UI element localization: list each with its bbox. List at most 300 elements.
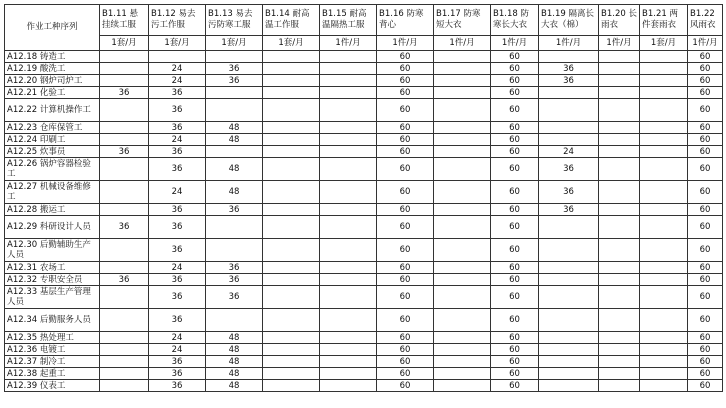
table-cell (100, 204, 149, 216)
table-cell (100, 239, 149, 262)
table-cell (599, 309, 640, 332)
table-cell (320, 274, 377, 286)
table-cell (263, 216, 320, 239)
table-cell: 60 (688, 262, 723, 274)
table-cell (640, 262, 688, 274)
table-cell: 24 (149, 181, 206, 204)
table-cell (263, 99, 320, 122)
table-cell: 60 (377, 332, 434, 344)
table-cell (640, 51, 688, 63)
table-cell (640, 99, 688, 122)
table-cell: 60 (688, 239, 723, 262)
table-cell (539, 216, 599, 239)
table-cell: 60 (491, 262, 539, 274)
table-cell (434, 134, 491, 146)
table-cell (434, 181, 491, 204)
table-cell: 24 (539, 146, 599, 158)
column-header-row (5, 5, 723, 36)
job-label: A12.23 仓库保管工 (5, 122, 100, 134)
table-cell: 60 (377, 51, 434, 63)
table-cell: 60 (377, 122, 434, 134)
table-cell (100, 262, 149, 274)
column-header: B1.12 易去污工作服 (149, 5, 206, 36)
table-cell (434, 204, 491, 216)
table-cell (599, 262, 640, 274)
table-cell (263, 122, 320, 134)
table-cell (100, 51, 149, 63)
table-cell: 60 (688, 309, 723, 332)
job-label: A12.29 科研设计人员 (5, 216, 100, 239)
table-cell: 60 (491, 99, 539, 122)
table-cell (100, 122, 149, 134)
table-cell: 60 (491, 158, 539, 181)
table-cell (599, 380, 640, 392)
table-cell (263, 380, 320, 392)
table-cell: 60 (491, 274, 539, 286)
table-cell (320, 344, 377, 356)
table-cell: 36 (149, 368, 206, 380)
table-cell: 36 (149, 380, 206, 392)
table-cell: 60 (491, 204, 539, 216)
column-unit: 1件/月 (320, 36, 377, 51)
column-header: B1.18 防寒长大衣 (491, 5, 539, 36)
job-label: A12.20 钢炉司炉工 (5, 75, 100, 87)
table-cell (320, 134, 377, 146)
table-cell (434, 146, 491, 158)
table-cell (640, 122, 688, 134)
table-cell: 36 (206, 63, 263, 75)
table-row (5, 380, 723, 392)
table-cell: 36 (149, 158, 206, 181)
table-cell: 60 (688, 274, 723, 286)
table-cell: 24 (149, 344, 206, 356)
table-cell (100, 332, 149, 344)
table-cell (320, 216, 377, 239)
table-row (5, 181, 723, 204)
table-cell: 48 (206, 332, 263, 344)
table-cell (263, 87, 320, 99)
table-cell (640, 286, 688, 309)
job-label: A12.39 仪表工 (5, 380, 100, 392)
table-cell (320, 368, 377, 380)
table-row (5, 239, 723, 262)
table-cell (640, 216, 688, 239)
column-unit: 1套/月 (100, 36, 149, 51)
job-label: A12.28 搬运工 (5, 204, 100, 216)
table-cell (263, 274, 320, 286)
table-cell: 60 (688, 87, 723, 99)
table-cell: 60 (688, 99, 723, 122)
column-unit: 1件/月 (377, 36, 434, 51)
table-cell: 60 (688, 204, 723, 216)
table-cell: 60 (377, 380, 434, 392)
table-cell (263, 204, 320, 216)
table-cell (263, 181, 320, 204)
table-cell (320, 332, 377, 344)
table-row (5, 204, 723, 216)
table-cell (320, 286, 377, 309)
job-label: A12.36 电镀工 (5, 344, 100, 356)
table-cell (640, 356, 688, 368)
column-unit: 1套/月 (149, 36, 206, 51)
table-cell: 60 (377, 274, 434, 286)
table-body (5, 51, 723, 392)
table-cell: 36 (149, 274, 206, 286)
table-cell (434, 158, 491, 181)
table-cell: 60 (688, 368, 723, 380)
table-row (5, 262, 723, 274)
table-cell: 60 (491, 380, 539, 392)
table-cell (599, 332, 640, 344)
table-cell (100, 309, 149, 332)
table-cell (599, 75, 640, 87)
table-cell (640, 87, 688, 99)
table-cell: 60 (377, 158, 434, 181)
table-cell: 36 (539, 181, 599, 204)
table-cell (640, 134, 688, 146)
table-cell (640, 181, 688, 204)
table-cell: 24 (149, 63, 206, 75)
table-cell: 60 (377, 99, 434, 122)
table-cell (263, 146, 320, 158)
table-cell: 60 (377, 356, 434, 368)
table-cell (599, 181, 640, 204)
table-cell (640, 204, 688, 216)
table-cell (599, 216, 640, 239)
table-cell (539, 332, 599, 344)
column-header: B1.11 悬挂续工服 (100, 5, 149, 36)
ppe-allocation-table (4, 4, 723, 392)
table-cell (599, 274, 640, 286)
job-sequence-header: 作业工种序列 (5, 5, 100, 51)
table-cell (263, 262, 320, 274)
table-row (5, 146, 723, 158)
column-unit: 1套/月 (206, 36, 263, 51)
table-cell: 60 (491, 146, 539, 158)
table-cell: 36 (149, 356, 206, 368)
table-cell: 60 (491, 309, 539, 332)
table-cell (100, 134, 149, 146)
table-cell (263, 51, 320, 63)
table-row (5, 87, 723, 99)
table-cell: 48 (206, 344, 263, 356)
table-cell: 60 (688, 332, 723, 344)
table-cell: 48 (206, 368, 263, 380)
table-cell (320, 146, 377, 158)
table-cell: 36 (206, 274, 263, 286)
table-cell (320, 99, 377, 122)
table-cell: 60 (377, 344, 434, 356)
table-cell (539, 344, 599, 356)
table-cell: 60 (377, 63, 434, 75)
table-cell: 48 (206, 380, 263, 392)
table-cell: 60 (688, 75, 723, 87)
table-cell (640, 274, 688, 286)
column-header: B1.14 耐高温工作服 (263, 5, 320, 36)
column-unit: 1件/月 (539, 36, 599, 51)
job-label: A12.35 热处理工 (5, 332, 100, 344)
column-header: B1.20 长雨衣 (599, 5, 640, 36)
table-cell: 60 (688, 63, 723, 75)
job-label: A12.21 化验工 (5, 87, 100, 99)
job-label: A12.30 后勤辅助生产人员 (5, 239, 100, 262)
table-cell: 60 (491, 239, 539, 262)
table-cell: 36 (539, 63, 599, 75)
table-cell: 36 (539, 158, 599, 181)
table-cell (263, 332, 320, 344)
table-cell (263, 309, 320, 332)
table-cell: 60 (688, 158, 723, 181)
table-cell (640, 75, 688, 87)
table-cell: 60 (491, 51, 539, 63)
column-unit: 1件/月 (491, 36, 539, 51)
table-cell: 60 (377, 216, 434, 239)
table-cell (263, 356, 320, 368)
table-row (5, 51, 723, 63)
table-cell: 48 (206, 158, 263, 181)
table-cell (320, 63, 377, 75)
table-cell (263, 344, 320, 356)
table-cell: 60 (688, 146, 723, 158)
table-cell (206, 216, 263, 239)
table-row (5, 134, 723, 146)
table-row (5, 368, 723, 380)
table-cell (100, 63, 149, 75)
column-header: B1.15 耐高温隔热工服 (320, 5, 377, 36)
table-cell (263, 75, 320, 87)
table-cell (640, 380, 688, 392)
table-cell: 60 (688, 344, 723, 356)
table-cell: 60 (377, 134, 434, 146)
table-cell: 60 (491, 75, 539, 87)
table-cell: 36 (206, 75, 263, 87)
table-cell (100, 286, 149, 309)
table-cell: 60 (491, 63, 539, 75)
table-cell: 60 (491, 87, 539, 99)
table-cell: 36 (149, 216, 206, 239)
table-cell: 36 (539, 75, 599, 87)
table-cell (599, 356, 640, 368)
table-cell (539, 286, 599, 309)
table-cell: 60 (491, 344, 539, 356)
column-header: B1.16 防寒背心 (377, 5, 434, 36)
table-cell (640, 309, 688, 332)
table-cell: 36 (149, 99, 206, 122)
table-cell (434, 51, 491, 63)
table-cell (434, 286, 491, 309)
table-cell (599, 158, 640, 181)
table-cell (206, 51, 263, 63)
table-cell (320, 380, 377, 392)
table-cell: 24 (149, 262, 206, 274)
table-cell (539, 274, 599, 286)
table-cell: 60 (377, 368, 434, 380)
table-cell: 60 (688, 356, 723, 368)
table-cell (320, 158, 377, 181)
table-cell (320, 87, 377, 99)
job-label: A12.37 制冷工 (5, 356, 100, 368)
table-cell (599, 134, 640, 146)
table-cell (640, 239, 688, 262)
table-cell: 36 (539, 204, 599, 216)
job-label: A12.33 基层生产管理人员 (5, 286, 100, 309)
table-cell: 36 (149, 309, 206, 332)
table-cell (434, 122, 491, 134)
table-cell: 24 (149, 134, 206, 146)
table-cell: 60 (491, 181, 539, 204)
table-cell (206, 99, 263, 122)
table-cell: 48 (206, 356, 263, 368)
table-cell (539, 99, 599, 122)
table-cell (100, 75, 149, 87)
table-cell (599, 286, 640, 309)
job-label: A12.27 机械设备维修工 (5, 181, 100, 204)
table-cell: 36 (100, 146, 149, 158)
job-label: A12.26 锅炉容器检验工 (5, 158, 100, 181)
table-cell (320, 204, 377, 216)
table-cell: 60 (491, 356, 539, 368)
table-cell (320, 356, 377, 368)
table-row (5, 216, 723, 239)
table-cell (320, 239, 377, 262)
column-header: B1.19 隔离长大衣（棉） (539, 5, 599, 36)
table-row (5, 122, 723, 134)
table-cell: 60 (377, 87, 434, 99)
table-cell: 60 (491, 122, 539, 134)
column-unit: 1套/月 (640, 36, 688, 51)
table-cell (599, 99, 640, 122)
table-cell (320, 262, 377, 274)
table-cell: 60 (377, 239, 434, 262)
table-row (5, 158, 723, 181)
table-cell: 60 (491, 216, 539, 239)
table-cell (434, 262, 491, 274)
table-cell (434, 356, 491, 368)
table-cell (263, 368, 320, 380)
table-cell (599, 368, 640, 380)
table-cell (599, 122, 640, 134)
table-cell (599, 51, 640, 63)
job-label: A12.38 起重工 (5, 368, 100, 380)
table-cell: 60 (491, 134, 539, 146)
table-cell: 60 (377, 181, 434, 204)
table-cell (206, 146, 263, 158)
table-cell (640, 146, 688, 158)
table-cell: 60 (377, 75, 434, 87)
table-cell (539, 309, 599, 332)
table-cell (434, 380, 491, 392)
table-cell: 60 (688, 134, 723, 146)
table-row (5, 344, 723, 356)
table-cell (599, 146, 640, 158)
table-cell (100, 344, 149, 356)
job-label: A12.24 印刷工 (5, 134, 100, 146)
column-unit: 1套/月 (263, 36, 320, 51)
table-cell (263, 286, 320, 309)
table-cell: 60 (491, 332, 539, 344)
table-cell: 36 (206, 262, 263, 274)
table-cell: 60 (377, 204, 434, 216)
table-cell: 36 (149, 286, 206, 309)
job-label: A12.18 铸造工 (5, 51, 100, 63)
table-cell: 60 (688, 380, 723, 392)
table-cell (320, 75, 377, 87)
table-cell: 48 (206, 122, 263, 134)
table-cell (320, 51, 377, 63)
table-cell (320, 181, 377, 204)
table-cell (434, 216, 491, 239)
table-cell: 36 (100, 274, 149, 286)
job-label: A12.32 专职安全员 (5, 274, 100, 286)
table-cell: 60 (688, 216, 723, 239)
table-cell (100, 99, 149, 122)
table-cell (599, 344, 640, 356)
table-cell (100, 356, 149, 368)
table-cell (320, 309, 377, 332)
table-cell (434, 75, 491, 87)
table-cell (320, 122, 377, 134)
table-row (5, 286, 723, 309)
table-cell (263, 158, 320, 181)
table-cell: 36 (149, 204, 206, 216)
column-header: B1.21 两件套雨衣 (640, 5, 688, 36)
table-cell (599, 87, 640, 99)
table-row (5, 309, 723, 332)
column-header: B1.22 风雨衣 (688, 5, 723, 36)
job-label: A12.22 计算机操作工 (5, 99, 100, 122)
table-cell: 60 (377, 286, 434, 309)
table-row (5, 356, 723, 368)
table-cell (640, 63, 688, 75)
table-cell (434, 332, 491, 344)
table-cell: 60 (688, 51, 723, 63)
job-label: A12.31 农场工 (5, 262, 100, 274)
table-cell (539, 356, 599, 368)
table-cell: 60 (688, 286, 723, 309)
column-unit: 1件/月 (599, 36, 640, 51)
table-cell (640, 344, 688, 356)
table-cell (149, 51, 206, 63)
table-cell (640, 368, 688, 380)
table-cell: 60 (688, 181, 723, 204)
table-row (5, 63, 723, 75)
table-cell (434, 274, 491, 286)
table-cell (640, 158, 688, 181)
job-label: A12.19 酸洗工 (5, 63, 100, 75)
table-cell (434, 344, 491, 356)
table-cell: 36 (149, 146, 206, 158)
column-header: B1.13 易去污防寒工服 (206, 5, 263, 36)
table-cell: 48 (206, 181, 263, 204)
table-cell (434, 63, 491, 75)
table-cell: 60 (688, 122, 723, 134)
unit-header-row (5, 36, 723, 51)
table-cell (539, 134, 599, 146)
job-label: A12.25 炊事员 (5, 146, 100, 158)
table-cell (539, 87, 599, 99)
table-cell (100, 158, 149, 181)
table-row (5, 75, 723, 87)
table-cell (539, 122, 599, 134)
table-cell (263, 239, 320, 262)
table-cell (539, 51, 599, 63)
table-cell: 60 (491, 286, 539, 309)
table-cell (599, 239, 640, 262)
table-cell (640, 332, 688, 344)
job-label: A12.34 后勤服务人员 (5, 309, 100, 332)
table-cell: 36 (100, 87, 149, 99)
table-cell: 36 (149, 239, 206, 262)
